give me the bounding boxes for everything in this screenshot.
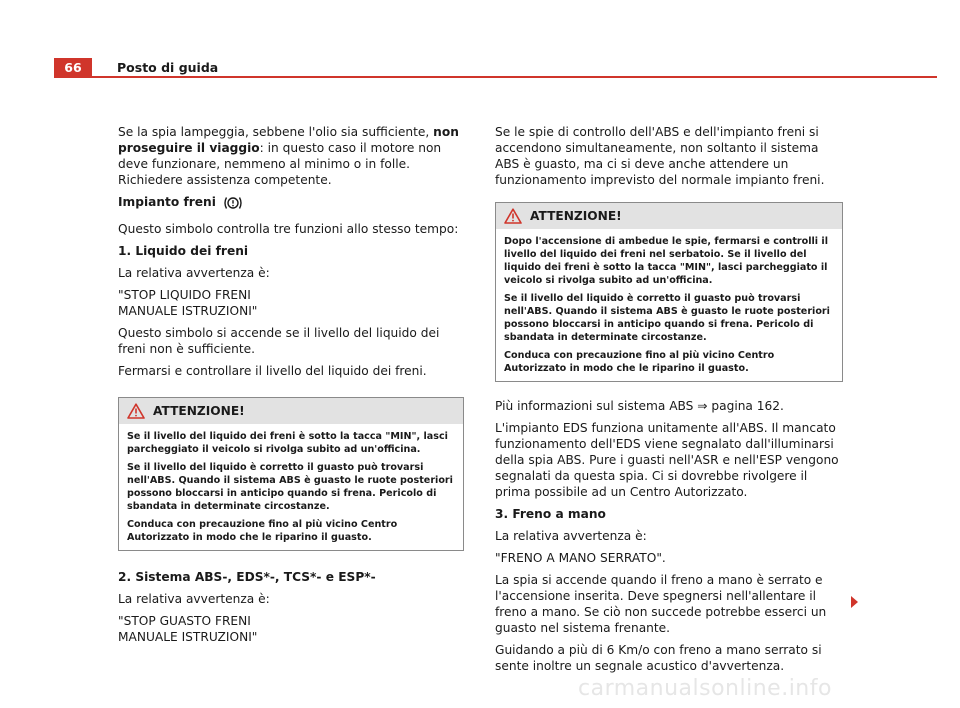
warning-right-p1: Dopo l'accensione di ambedue le spie, fermarsi e controlli il livello del liquido dei freni nel serbatoio. Se il livello del liquido dei freni è sotto la tacca "MIN", lasci parcheggiato il veicolo si rivolga subito ad un'officina.: [504, 236, 829, 286]
brake-fluid-text-2: Fermarsi e controllare il livello del liquido dei freni.: [118, 364, 427, 378]
handbrake-avvertenza: La relativa avvertenza è:: [495, 529, 647, 543]
intro-rest-text: : in questo caso il motore non deve funzionare, nemmeno al minimo o in folle. Richiedere assistenza competente.: [118, 141, 442, 187]
intro-text: Se la spia lampeggia, sebbene l'olio sia sufficiente,: [118, 125, 434, 139]
handbrake-message: "FRENO A MANO SERRATO".: [495, 551, 666, 565]
warning-body-left: [119, 424, 463, 550]
intro-bold-text: non proseguire il viaggio: [118, 125, 459, 155]
abs-heading: 2. Sistema ABS-, EDS*-, TCS*- e ESP*-: [118, 570, 376, 584]
warning-title-left: ATTENZIONE!: [153, 404, 245, 418]
combined-warning-intro: Se le spie di controllo dell'ABS e dell'impianto freni si accendono simultaneamente, non soltanto il sistema ABS è guasto, ma ci si deve anche attendere un funzionamento imprevisto del normale impianto freni.: [495, 125, 825, 187]
abs-message: "STOP GUASTO FRENI MANUALE ISTRUZIONI": [118, 614, 258, 644]
header-rule: [54, 76, 937, 78]
next-page-arrow-icon[interactable]: [851, 596, 858, 608]
warning-triangle-icon: [127, 403, 153, 419]
brake-system-text: Questo simbolo controlla tre funzioni allo stesso tempo:: [118, 222, 459, 236]
warning-left-p1: Se il livello del liquido dei freni è sotto la tacca "MIN", lasci parcheggiato il veicolo si rivolga subito ad un'officina.: [127, 431, 448, 455]
brake-system-heading-text: Impianto freni: [118, 195, 216, 209]
oil-warning-paragraph: [118, 124, 464, 188]
brake-fluid-avvertenza: La relativa avvertenza è:: [118, 266, 270, 280]
page-number: 66: [54, 58, 92, 78]
right-column: [495, 124, 843, 680]
handbrake-text-1: La spia si accende quando il freno a mano è serrato e l'accensione inserita. Deve spegnersi nell'allentare il freno a mano. Se ciò non succede potrebbe esserci un guasto nel sistema frenante.: [495, 573, 827, 635]
warning-right-p3: Conduca con precauzione fino al più vicino Centro Autorizzato in modo che le riparino il guasto.: [504, 350, 775, 374]
warning-body-right: [496, 229, 842, 381]
warning-header-left: [119, 398, 463, 424]
handbrake-text-2: Guidando a più di 6 Km/o con freno a mano serrato si sente inoltre un segnale acustico d'avvertenza.: [495, 643, 822, 673]
handbrake-heading: 3. Freno a mano: [495, 507, 606, 521]
eds-text: L'impianto EDS funziona unitamente all'ABS. Il mancato funzionamento dell'EDS viene segnalato dall'illuminarsi della spia ABS. Pure i guasti nell'ASR e nell'ESP vengono segnalati da questa spia. Ci si dovrebbe rivolgere il prima possibile ad un Centro Autorizzato.: [495, 421, 839, 499]
warning-box-right: [495, 202, 843, 382]
warning-left-p3: Conduca con precauzione fino al più vicino Centro Autorizzato in modo che le riparino il guasto.: [127, 519, 398, 543]
brake-fluid-text-1: Questo simbolo si accende se il livello del liquido dei freni non è sufficiente.: [118, 326, 440, 356]
watermark: carmanualsonline.info: [578, 676, 832, 701]
warning-triangle-icon: [504, 208, 530, 224]
warning-left-p2: Se il livello del liquido è corretto il guasto può trovarsi nell'ABS. Quando il sistema ABS è guasto le ruote posteriori possono bloccarsi in anticipo quando si frena. Pericolo di sbandata in determinate circostanze.: [127, 462, 453, 512]
brake-system-heading: [118, 194, 464, 215]
brake-fluid-heading: 1. Liquido dei freni: [118, 244, 249, 258]
left-column: [118, 124, 464, 651]
brake-warning-icon: [222, 195, 244, 215]
warning-header-right: [496, 203, 842, 229]
brake-fluid-message: "STOP LIQUIDO FRENI MANUALE ISTRUZIONI": [118, 288, 258, 318]
abs-more-info-link[interactable]: Più informazioni sul sistema ABS ⇒ pagina 162.: [495, 399, 784, 413]
section-title: Posto di guida: [117, 60, 219, 75]
abs-avvertenza: La relativa avvertenza è:: [118, 592, 270, 606]
warning-box-left: [118, 397, 464, 551]
warning-title-right: ATTENZIONE!: [530, 209, 622, 223]
warning-right-p2: Se il livello del liquido è corretto il guasto può trovarsi nell'ABS. Quando il sistema ABS è guasto le ruote posteriori possono bloccarsi in anticipo quando si frena. Pericolo di sbandata in determinate circostanze.: [504, 293, 830, 343]
